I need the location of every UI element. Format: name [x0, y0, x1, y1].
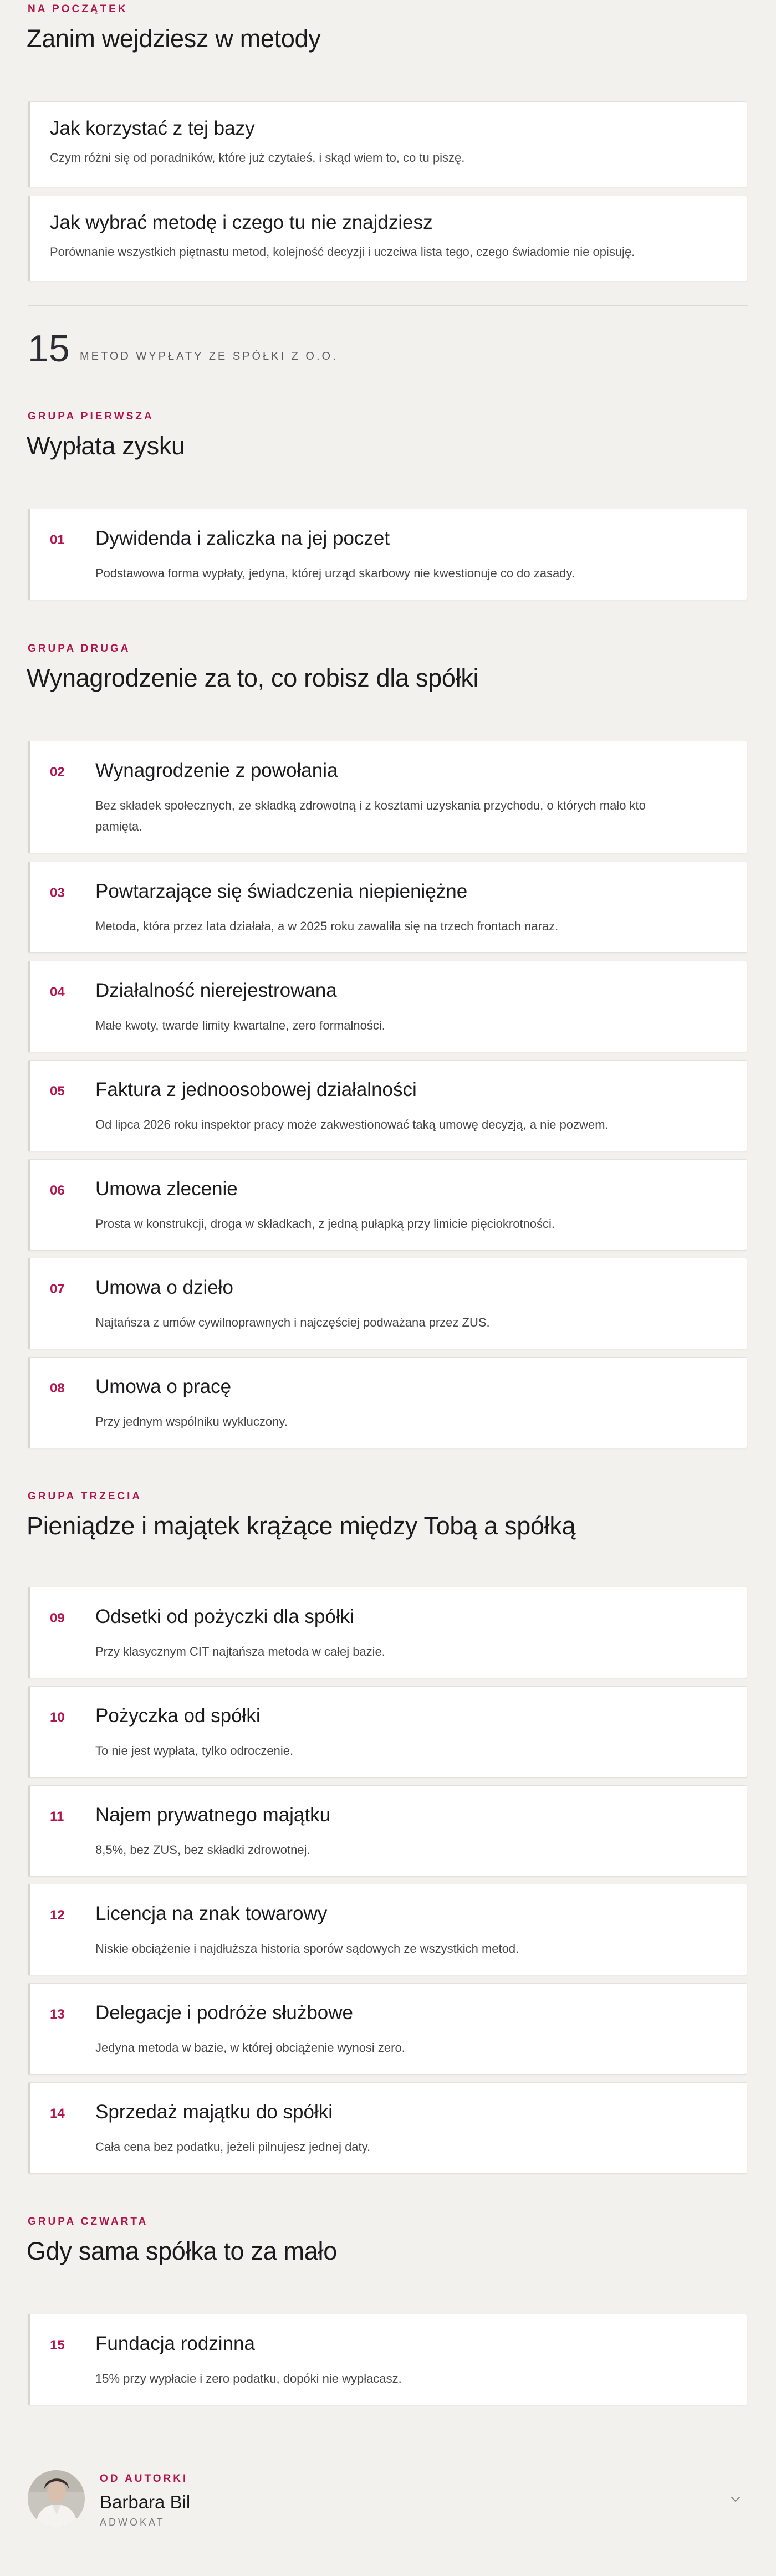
method-card-11[interactable] [28, 1785, 747, 1877]
method-number: 11 [50, 1809, 64, 1824]
method-card-15[interactable] [28, 2314, 747, 2405]
method-title: Umowa o pracę [95, 1376, 232, 1397]
method-description: Od lipca 2026 roku inspektor pracy może zakwestionować taką umowę decyzją, a nie pozwem. [95, 1118, 609, 1131]
method-card-10[interactable] [28, 1686, 747, 1778]
author-kicker: OD AUTORKI [100, 2473, 188, 2485]
method-title: Dywidenda i zaliczka na jej poczet [95, 528, 390, 549]
method-title: Odsetki od pożyczki dla spółki [95, 1606, 354, 1627]
method-number: 07 [50, 1282, 65, 1297]
method-number: 01 [50, 532, 65, 547]
method-card-09[interactable] [28, 1587, 747, 1678]
method-card-13[interactable] [28, 1983, 747, 2075]
method-number: 10 [50, 1710, 65, 1725]
method-description: 8,5%, bez ZUS, bez składki zdrowotnej. [95, 1843, 310, 1857]
method-description-line: Bez składek społecznych, ze składką zdrowotną i z kosztami uzyskania przychodu, o których mało kto [95, 798, 646, 812]
method-number: 14 [50, 2106, 65, 2121]
group-kicker: GRUPA PIERWSZA [28, 411, 154, 422]
method-description: Przy jednym wspólniku wykluczony. [95, 1415, 288, 1428]
method-description: Jedyna metoda w bazie, w której obciążenie wynosi zero. [95, 2041, 405, 2055]
method-card-14[interactable] [28, 2082, 747, 2174]
method-description: Najtańsza z umów cywilnoprawnych i najczęściej podważana przez ZUS. [95, 1315, 490, 1329]
method-number: 15 [50, 2338, 65, 2353]
method-title: Powtarzające się świadczenia niepieniężne [95, 880, 468, 902]
method-title: Sprzedaż majątku do spółki [95, 2101, 333, 2123]
method-title: Umowa zlecenie [95, 1178, 238, 1200]
method-description: Podstawowa forma wypłaty, jedyna, której urząd skarbowy nie kwestionuje co do zasady. [95, 566, 575, 580]
method-number: 03 [50, 885, 65, 900]
method-card-06[interactable] [28, 1159, 747, 1251]
method-title: Faktura z jednoosobowej działalności [95, 1079, 417, 1100]
intro-card-how-to-use[interactable] [28, 101, 747, 187]
group-title: Wypłata zysku [27, 432, 185, 460]
method-description: Prosta w konstrukcji, droga w składkach, z jedną pułapką przy limicie pięciokrotności. [95, 1217, 555, 1231]
method-description-line: pamięta. [95, 820, 142, 833]
method-description: Niskie obciążenie i najdłuższa historia sporów sądowych ze wszystkich metod. [95, 1942, 519, 1955]
method-number: 02 [50, 765, 65, 780]
group-title: Gdy sama spółka to za mało [27, 2237, 337, 2265]
method-card-03[interactable] [28, 862, 747, 953]
method-card-02[interactable] [28, 741, 747, 853]
card-description: Czym różni się od poradników, które już czytałeś, i skąd wiem to, co tu piszę. [50, 151, 465, 165]
methods-count: 15 [28, 327, 70, 370]
group-title: Wynagrodzenie za to, co robisz dla spółki [27, 664, 479, 692]
method-description: Małe kwoty, twarde limity kwartalne, zero formalności. [95, 1018, 385, 1032]
method-number: 04 [50, 985, 65, 1000]
method-title: Wynagrodzenie z powołania [95, 760, 338, 781]
method-number: 13 [50, 2007, 65, 2022]
author-role: ADWOKAT [100, 2517, 165, 2528]
method-card-12[interactable] [28, 1884, 747, 1975]
method-card-07[interactable] [28, 1258, 747, 1349]
method-number: 06 [50, 1183, 65, 1198]
method-number: 12 [50, 1908, 65, 1923]
group-title: Pieniądze i majątek krążące między Tobą a spółką [27, 1512, 576, 1540]
intro-kicker: NA POCZĄTEK [28, 3, 128, 15]
method-title: Delegacje i podróże służbowe [95, 2002, 353, 2024]
method-card-05[interactable] [28, 1060, 747, 1151]
method-number: 08 [50, 1381, 65, 1396]
card-description: Porównanie wszystkich piętnastu metod, kolejność decyzji i uczciwa lista tego, czego świadomie nie opisuję. [50, 245, 635, 259]
method-card-04[interactable] [28, 961, 747, 1052]
method-description [95, 795, 713, 837]
method-title: Umowa o dzieło [95, 1277, 233, 1298]
method-number: 05 [50, 1084, 65, 1099]
card-title: Jak korzystać z tej bazy [50, 117, 255, 139]
method-description: 15% przy wypłacie i zero podatku, dopóki nie wypłacasz. [95, 2372, 402, 2385]
author-avatar [28, 2470, 85, 2527]
author-expand-button[interactable] [727, 2491, 744, 2508]
method-title: Najem prywatnego majątku [95, 1804, 331, 1826]
method-description: Przy klasycznym CIT najtańsza metoda w całej bazie. [95, 1645, 385, 1658]
method-title: Pożyczka od spółki [95, 1705, 261, 1727]
method-card-01[interactable] [28, 509, 747, 600]
method-description: Cała cena bez podatku, jeżeli pilnujesz jednej daty. [95, 2140, 371, 2154]
method-title: Działalność nierejestrowana [95, 980, 337, 1001]
method-description: Metoda, która przez lata działała, a w 2025 roku zawaliła się na trzech frontach naraz. [95, 919, 559, 933]
method-title: Fundacja rodzinna [95, 2333, 255, 2354]
divider [28, 305, 748, 306]
method-card-08[interactable] [28, 1357, 747, 1448]
group-kicker: GRUPA CZWARTA [28, 2216, 149, 2227]
card-title: Jak wybrać metodę i czego tu nie znajdziesz [50, 212, 433, 233]
method-title: Licencja na znak towarowy [95, 1903, 328, 1924]
chevron-down-icon [727, 2491, 744, 2508]
intro-title: Zanim wejdziesz w metody [27, 24, 321, 53]
method-number: 09 [50, 1611, 65, 1626]
intro-card-how-to-choose[interactable] [28, 196, 747, 281]
group-kicker: GRUPA DRUGA [28, 643, 131, 654]
methods-count-label: METOD WYPŁATY ZE SPÓŁKI Z O.O. [80, 350, 338, 362]
method-description: To nie jest wypłata, tylko odroczenie. [95, 1744, 294, 1758]
author-name: Barbara Bil [100, 2492, 191, 2512]
group-kicker: GRUPA TRZECIA [28, 1491, 142, 1502]
author-portrait-icon [28, 2470, 85, 2527]
